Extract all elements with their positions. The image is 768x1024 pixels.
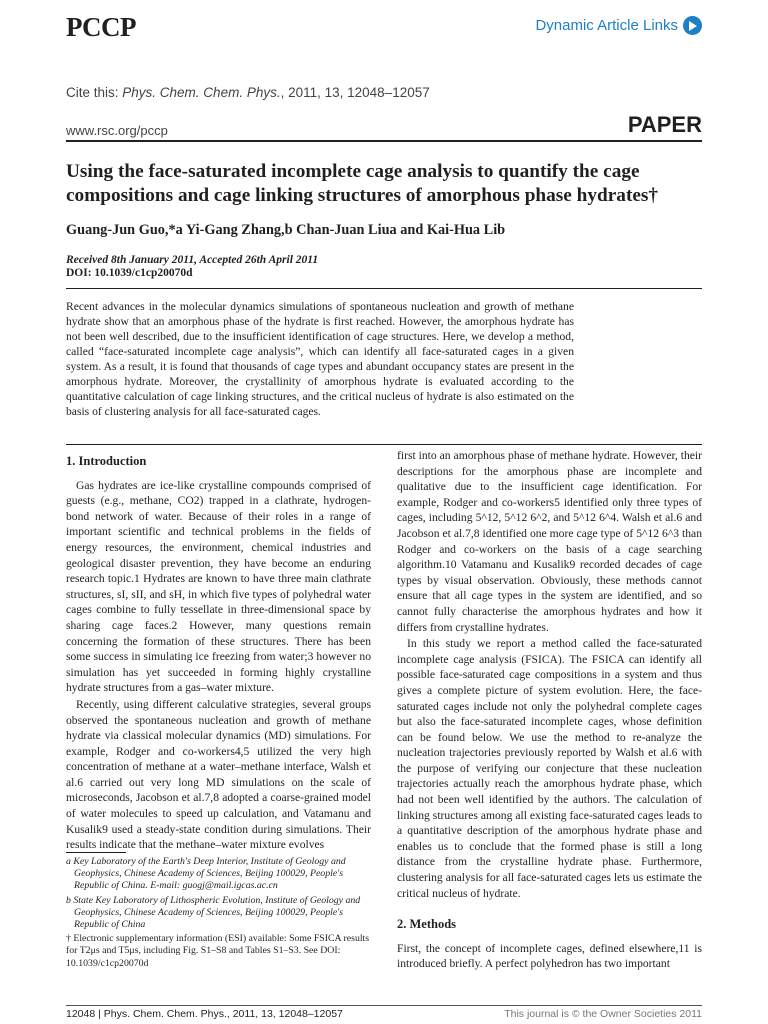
article-doi[interactable]: DOI: 10.1039/c1cp20070d: [66, 267, 193, 279]
footnote-affiliation-a: a Key Laboratory of the Earth's Deep Interior, Institute of Geology and Geophysics, Chinese Academy of Sciences, Beijing 100029, People's Republic of China. E-mail: guogj@mail.igcas.ac.cn: [66, 856, 346, 892]
footer-page-citation: 12048 | Phys. Chem. Chem. Phys., 2011, 13, 12048–12057: [66, 1008, 343, 1020]
methods-paragraph-1: First, the concept of incomplete cages, defined elsewhere,11 is introduced briefly. A perfect polyhedron has two important: [397, 941, 702, 971]
intro-paragraph-2: Recently, using different calculative strategies, several groups observed the spontaneous nucleation and growth of methane hydrate via classical molecular dynamics (MD) simulations. For example, Rodger and co-workers4,5 utilized the very high concentration of methane at a water–methane interface, Walsh et al.6 carried out very long MD simulations on the scale of microseconds, Jacobson et al.7,8 adopted a coarse-grained model of water molecules to speed up calculation, and Vatamanu and Kusalik9 used a steady-state condition during simulations. Their results indicate that the methane–water mixture evolves: [66, 697, 371, 852]
dynamic-article-links[interactable]: [535, 16, 702, 35]
article-title: Using the face-saturated incomplete cage analysis to quantify the cage compositions and cage linking structures of amorphous phase hydrates†: [66, 161, 659, 206]
right-column: [397, 448, 702, 972]
left-column: [66, 454, 371, 853]
footnote-affiliation-b: b State Key Laboratory of Lithospheric Evolution, Institute of Geology and Geophysics, Chinese Academy of Sciences, Beijing 100029, People's Republic of China: [66, 894, 361, 931]
intro-paragraph-4: In this study we report a method called the face-saturated incomplete cage analysis (FSICA). The FSICA can identify all possible face-saturated cage compositions in a system and thus gives a complete picture of system evolution. Here, the face-saturated cages include not only the polyhedral complete cages but also the face-saturated incomplete cages, whose definition can be found below. We use the method to re-analyze the nucleation trajectories previously reported by Walsh et al.6 with the purpose of verifying our conjecture that these nucleation trajectories actually reach the amorphous hydrate phase, which had not been well identified by the authors. The calculation of linking structures among all existing face-saturated cages leads to a quantitative description of the amorphous hydrate phase and enables us to conclude that the formed phase is still a long distance from the crystalline hydrate phase. Furthermore, clustering analysis for all face-saturated cages lets us estimate the critical nucleus of hydrate.: [397, 637, 702, 900]
journal-website[interactable]: www.rsc.org/pccp: [66, 123, 168, 138]
cite-journal: Phys. Chem. Chem. Phys.: [122, 85, 281, 100]
section-heading-methods: 2. Methods: [397, 917, 457, 932]
cite-rest: , 2011, 13, 12048–12057: [280, 85, 430, 100]
section-heading-introduction: 1. Introduction: [66, 454, 147, 468]
footnotes: [66, 856, 371, 972]
header-divider: [66, 140, 702, 142]
footer-divider: [66, 1005, 702, 1006]
journal-name: PCCP: [66, 12, 136, 42]
article-type: PAPER: [627, 112, 702, 137]
footnote-esi: † Electronic supplementary information (ESI) available: Some FSICA results for T2μs and T5μs, including Fig. S1–S8 and Tables S1–S3. See DOI: 10.1039/c1cp20070d: [66, 933, 370, 969]
cite-label: Cite this:: [66, 85, 123, 100]
play-arrow-icon[interactable]: [683, 16, 702, 35]
footer-copyright: This journal is © the Owner Societies 2011: [504, 1008, 702, 1020]
dynamic-article-links-label[interactable]: Dynamic Article Links: [535, 17, 678, 34]
article-authors: Guang-Jun Guo,*a Yi-Gang Zhang,b Chan-Juan Liua and Kai-Hua Lib: [66, 222, 506, 238]
abstract-divider-top: [66, 288, 702, 289]
intro-paragraph-1: Gas hydrates are ice-like crystalline compounds comprised of guests (e.g., methane, CO2) trapped in a clathrate, hydrogen-bond network of water. Because of their roles in a range of important scientific and technical problems in the fields of energy resources, the environment, chemical industries and geological disaster prevention, they have become an enduring research topic.1 Hydrates are known to have three main clathrate structures, sI, sII, and sH, in which five types of polyhedral water cages combine to fully tessellate in three-dimensional space by sharing cage faces.2 However, many questions remain concerning the formation of these structures. There has been some success in simulating ice freezing from water;3 however no simulation has yet succeeded in forming highly crystalline hydrate structures from a gas–water mixture.: [66, 478, 371, 695]
abstract-divider-bottom: [66, 444, 702, 445]
intro-paragraph-3: first into an amorphous phase of methane hydrate. However, their descriptions for the amorphous phase are incomplete and qualitative due to the insufficient cage identification. For example, Rodger and co-workers5 identified only three types of cages, including 5^12, 5^12 6^2, and 5^12 6^4. Walsh et al.6 and Jacobson et al.7,8 identified one more cage type of 5^12 6^3 than Rodger and co-workers on the basis of a cage searching algorithm.10 Vatamanu and Kusalik9 recorded decades of cage types by visual observation. Obviously, these methods cannot ensure that all cage types in the system are identified, and so cannot fully characterise the amorphous hydrates and how it differs from crystalline hydrates.: [397, 449, 702, 634]
abstract: Recent advances in the molecular dynamics simulations of spontaneous nucleation and growth of methane hydrate show that an amorphous phase of the hydrate is first reached. However, the amorphous hydrate has not been well described, due to the insufficient identification of cage structures. Here, we develop a method, called “face-saturated incomplete cage analysis”, which can identify all face-saturated cages in a given system. As a result, it is found that thousands of cage types and abundant occupancy states are present in the amorphous hydrate. Moreover, the crystallinity of amorphous hydrate is evaluated according to the quantitative calculation of cage linking structures, and the critical nucleus of hydrate is also estimated on the basis of clustering analysis for all face-saturated cages.: [66, 300, 574, 418]
citation-line: [66, 85, 430, 100]
received-dates: Received 8th January 2011, Accepted 26th April 2011: [66, 254, 319, 266]
footnote-divider: [66, 852, 126, 853]
